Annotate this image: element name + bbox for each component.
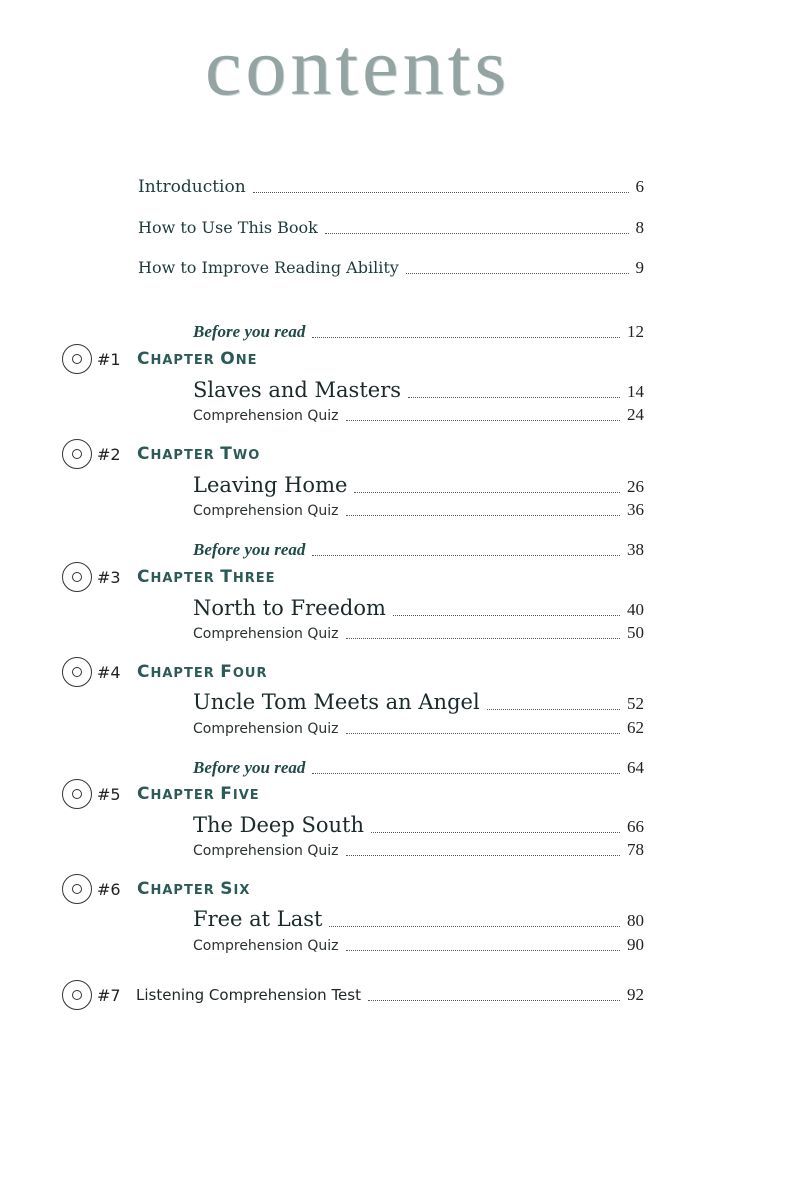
toc-entry-quiz[interactable] [193,623,644,643]
toc-entry-label: Uncle Tom Meets an Angel [193,690,480,714]
toc-entry-story[interactable] [193,690,644,714]
dot-leader [346,515,621,516]
toc-entry-page: 90 [627,935,644,954]
toc-entry-page: 6 [635,177,644,196]
toc-entry-label: Comprehension Quiz [193,938,339,954]
audio-track-marker[interactable] [62,779,121,809]
toc-entry-before-you-read[interactable] [193,322,644,342]
toc-entry-page: 26 [627,477,644,496]
toc-entry-label: How to Use This Book [138,218,318,237]
chapter-heading: CHAPTER FOUR [137,662,268,682]
chapter-heading: CHAPTER SIX [137,879,251,899]
track-number: #4 [97,662,121,682]
page-title: contents [205,21,511,112]
toc-entry-quiz[interactable] [193,718,644,738]
toc-entry-story[interactable] [193,473,644,497]
cd-icon [62,980,92,1010]
track-number: #3 [97,567,121,587]
toc-entry-label: Before you read [193,540,306,559]
dot-leader [346,733,621,734]
chapter-heading: CHAPTER ONE [137,349,258,369]
toc-entry-introduction[interactable] [138,177,644,197]
dot-leader [329,926,620,927]
cd-icon [62,874,92,904]
toc-entry-label: Comprehension Quiz [193,626,339,642]
toc-entry-story[interactable] [193,813,644,837]
toc-entry-page: 50 [627,623,644,642]
toc-entry-page: 12 [627,322,644,341]
toc-entry-before-you-read[interactable] [193,540,644,560]
dot-leader [393,615,620,616]
chapter-heading: CHAPTER FIVE [137,784,260,804]
dot-leader [406,273,629,274]
track-number: #2 [97,444,121,464]
dot-leader [346,855,621,856]
cd-icon [62,439,92,469]
toc-entry-page: 36 [627,500,644,519]
toc-entry-label: Before you read [193,758,306,777]
toc-entry-quiz[interactable] [193,405,644,425]
toc-entry-label: North to Freedom [193,596,386,620]
dot-leader [312,337,620,338]
dot-leader [312,773,620,774]
chapter-heading: CHAPTER THREE [137,567,276,587]
audio-track-marker[interactable] [62,439,121,469]
toc-entry-story[interactable] [193,596,644,620]
dot-leader [312,555,620,556]
toc-entry-label: Comprehension Quiz [193,721,339,737]
cd-icon [62,779,92,809]
dot-leader [408,397,620,398]
dot-leader [346,950,621,951]
cd-icon [62,562,92,592]
dot-leader [253,192,629,193]
dot-leader [346,420,621,421]
toc-entry-page: 8 [635,218,644,237]
dot-leader [354,492,620,493]
toc-entry-label: Free at Last [193,907,323,931]
dot-leader [371,832,620,833]
toc-entry-label: Leaving Home [193,473,348,497]
audio-track-marker[interactable] [62,344,121,374]
toc-entry-page: 64 [627,758,644,777]
audio-track-marker[interactable] [62,657,121,687]
toc-entry-page: 62 [627,718,644,737]
track-number: #7 [97,985,121,1005]
toc-entry-label: Comprehension Quiz [193,843,339,859]
dot-leader [346,638,621,639]
toc-entry-improve-reading[interactable] [138,258,644,278]
toc-entry-page: 80 [627,911,644,930]
toc-entry-quiz[interactable] [193,840,644,860]
toc-entry-before-you-read[interactable] [193,758,644,778]
toc-entry-label: Comprehension Quiz [193,408,339,424]
toc-entry-story[interactable] [193,378,644,402]
chapter-heading: CHAPTER TWO [137,444,261,464]
toc-entry-label: Comprehension Quiz [193,503,339,519]
track-number: #5 [97,784,121,804]
audio-track-marker[interactable] [62,874,121,904]
toc-entry-page: 78 [627,840,644,859]
toc-entry-story[interactable] [193,907,644,931]
toc-entry-label: Before you read [193,322,306,341]
toc-entry-page: 24 [627,405,644,424]
toc-entry-page: 9 [635,258,644,277]
toc-entry-label: Slaves and Masters [193,378,402,402]
toc-entry-page: 14 [627,382,644,401]
toc-entry-page: 92 [627,985,644,1004]
dot-leader [487,709,620,710]
dot-leader [368,1000,620,1001]
toc-entry-quiz[interactable] [193,500,644,520]
toc-entry-label: Listening Comprehension Test [136,986,361,1004]
dot-leader [325,233,629,234]
cd-icon [62,657,92,687]
toc-entry-listening-test[interactable] [136,985,644,1005]
cd-icon [62,344,92,374]
toc-entry-label: The Deep South [193,813,364,837]
toc-entry-page: 40 [627,600,644,619]
track-number: #6 [97,879,121,899]
toc-entry-quiz[interactable] [193,935,644,955]
toc-entry-page: 38 [627,540,644,559]
toc-entry-how-to-use[interactable] [138,218,644,238]
audio-track-marker[interactable] [62,562,121,592]
toc-entry-page: 52 [627,694,644,713]
toc-entry-label: Introduction [138,177,246,197]
toc-entry-page: 66 [627,817,644,836]
audio-track-marker[interactable] [62,980,121,1010]
track-number: #1 [97,349,121,369]
toc-entry-label: How to Improve Reading Ability [138,258,399,277]
